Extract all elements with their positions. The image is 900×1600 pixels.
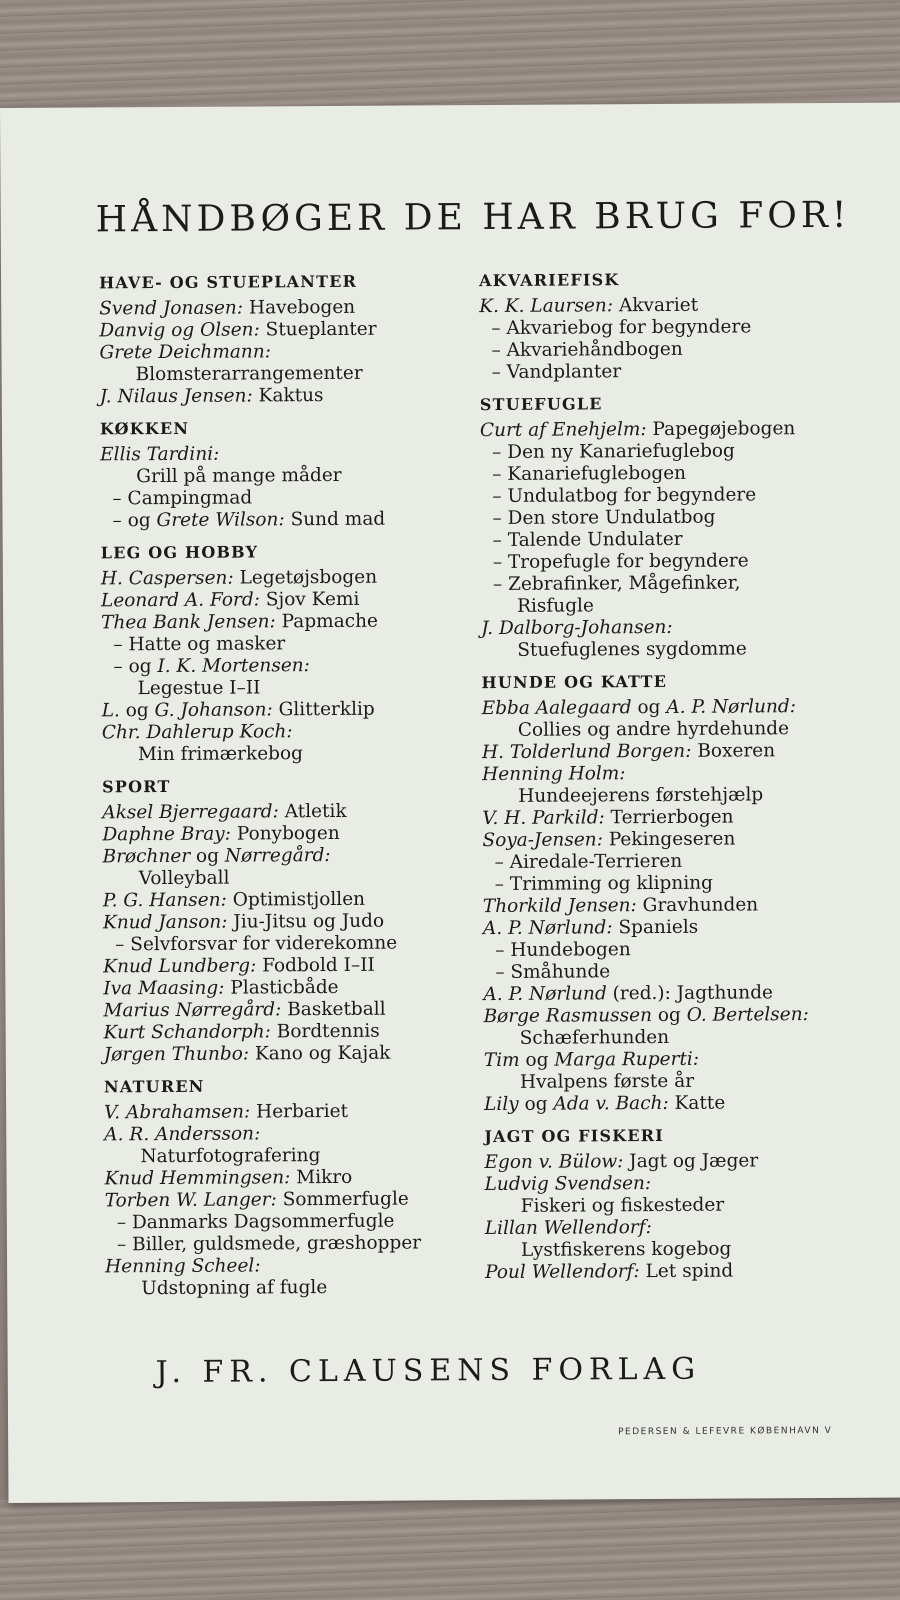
book-entry	[99, 296, 459, 320]
author-name: Chr. Dahlerup Koch:	[101, 721, 293, 744]
book-title: – Akvariebog for begyndere	[491, 316, 752, 340]
book-title: Sommerfugle	[276, 1188, 409, 1211]
book-entry	[480, 360, 860, 384]
book-entry	[483, 894, 863, 918]
book-entry	[104, 1122, 464, 1146]
book-entry	[100, 508, 460, 532]
author-name: V. Abrahamsen:	[104, 1101, 251, 1124]
book-entry	[482, 696, 862, 720]
book-entry	[103, 866, 463, 890]
author-name: G. Johanson:	[154, 699, 273, 722]
book-title: Hvalpens første år	[519, 1070, 695, 1093]
book-title: Akvariet	[612, 294, 699, 317]
book-entry	[99, 318, 459, 342]
book-title: – Airedale-Terrieren	[494, 850, 683, 873]
book-title: Risfugle	[516, 595, 594, 617]
book-title: – Hundebogen	[495, 939, 631, 961]
author-name: L.	[101, 700, 120, 722]
book-entry	[481, 528, 861, 552]
author-name: Aksel Bjerregaard:	[102, 801, 279, 824]
book-section	[104, 1074, 465, 1300]
book-section	[479, 268, 860, 384]
author-name: V. H. Parkild:	[482, 807, 605, 830]
book-title: – Talende Undulater	[492, 528, 683, 551]
book-title: Gravhunden	[636, 894, 759, 917]
book-entry	[103, 910, 463, 934]
book-title: Boxeren	[691, 740, 776, 762]
book-entry	[101, 654, 461, 678]
book-title: Jagt og Jæger	[623, 1150, 759, 1173]
book-title: Terrierbogen	[604, 806, 734, 829]
book-title: Plasticbåde	[224, 976, 339, 999]
book-entry	[100, 464, 460, 488]
section-title: HUNDE OG KATTE	[481, 671, 668, 693]
book-section	[481, 670, 864, 1116]
author-name: Henning Holm:	[482, 763, 626, 786]
book-title: – Campingmad	[112, 487, 253, 510]
book-entry	[103, 888, 463, 912]
author-name: O. Bertelsen:	[686, 1004, 809, 1026]
section-title: HAVE- OG STUEPLANTER	[99, 271, 358, 293]
author-name: Thorkild Jensen:	[482, 895, 637, 918]
author-name: J. Dalborg-Johansen:	[481, 616, 673, 640]
book-title: Optimistjollen	[226, 888, 366, 911]
book-entry	[479, 316, 859, 340]
author-name: H. Caspersen:	[100, 567, 234, 590]
book-entry	[102, 720, 462, 744]
author-conjunction: og	[518, 1093, 554, 1115]
author-conjunction: og	[190, 845, 225, 867]
book-title: – Akvariehåndbogen	[491, 338, 683, 362]
book-entry	[483, 872, 863, 896]
book-title: – Undulatbog for begyndere	[492, 484, 757, 507]
book-entry	[480, 440, 860, 464]
author-name: Børge Rasmussen	[483, 1005, 653, 1028]
author-name: Knud Janson:	[102, 911, 228, 934]
book-section	[480, 392, 862, 662]
author-name: P. G. Hansen:	[102, 889, 227, 912]
book-title: – Vandplanter	[491, 361, 622, 384]
book-entry	[481, 550, 861, 574]
right-column	[479, 268, 865, 1284]
book-entry	[484, 1026, 864, 1050]
book-title: – Danmarks Dagsommerfugle	[116, 1210, 395, 1234]
section-title: KØKKEN	[99, 418, 190, 439]
book-title: – Den store Undulatbog	[492, 506, 716, 529]
author-name: A. P. Nørlund:	[482, 917, 613, 940]
book-title: Fodbold I–II	[256, 954, 375, 977]
book-entry	[102, 742, 462, 766]
book-entry	[485, 1194, 865, 1218]
author-name: Grete Deichmann:	[99, 341, 272, 364]
author-name: K. K. Laursen:	[479, 295, 614, 318]
book-title: Volleyball	[138, 867, 230, 890]
author-name: Lillan Wellendorf:	[484, 1217, 652, 1240]
book-title: Mikro	[290, 1166, 353, 1189]
book-entry	[105, 1210, 465, 1234]
book-entry	[100, 442, 460, 466]
book-title: Blomsterarrangementer	[135, 362, 363, 386]
book-entry	[103, 932, 463, 956]
author-conjunction: og	[119, 700, 155, 722]
book-entry	[483, 850, 863, 874]
book-title: – Småhunde	[495, 961, 611, 983]
book-entry	[480, 418, 860, 442]
author-name: Poul Wellendorf:	[485, 1261, 640, 1284]
book-entry	[482, 740, 862, 764]
book-entry	[103, 976, 463, 1000]
book-title: Basketball	[281, 998, 386, 1021]
book-entry	[102, 698, 462, 722]
book-entry	[104, 1020, 464, 1044]
book-entry	[483, 916, 863, 940]
section-title: SPORT	[102, 776, 171, 797]
author-name: Soya-Jensen:	[482, 829, 603, 852]
book-title: Naturfotografering	[140, 1145, 321, 1168]
book-entry	[101, 632, 461, 656]
author-conjunction: og	[519, 1049, 555, 1071]
book-title: Atletik	[278, 800, 347, 823]
book-title: Papmache	[275, 610, 379, 633]
book-entry	[105, 1254, 465, 1278]
book-back-cover	[0, 103, 900, 1503]
book-title: Bordtennis	[270, 1020, 380, 1043]
book-title: – Zebrafinker, Mågefinker,	[492, 572, 741, 595]
book-title: Sjov Kemi	[259, 588, 360, 611]
book-entry	[485, 1172, 865, 1196]
author-name: Torben W. Langer:	[104, 1189, 277, 1212]
book-entry	[100, 362, 460, 386]
book-title: Schæferhunden	[519, 1026, 670, 1049]
author-name: H. Tolderlund Borgen:	[481, 740, 692, 764]
publisher-name: J. FR. CLAUSENS FORLAG	[155, 1351, 702, 1391]
printer-credit: PEDERSEN & LEFEVRE KØBENHAVN V	[618, 1425, 833, 1438]
book-entry	[485, 1216, 865, 1240]
book-title: Fiskeri og fiskesteder	[520, 1194, 725, 1217]
book-entry	[485, 1260, 865, 1284]
book-entry	[482, 784, 862, 808]
book-entry	[485, 1238, 865, 1262]
author-name: Ebba Aalegaard	[481, 697, 632, 720]
book-entry	[479, 338, 859, 362]
author-name: Kurt Schandorph:	[103, 1021, 271, 1044]
book-title: Spaniels	[612, 916, 699, 939]
book-title: Ponybogen	[230, 822, 340, 845]
book-title: Stueplanter	[259, 318, 377, 341]
book-title: Jiu-Jitsu og Judo	[227, 910, 385, 933]
author-conjunction: og	[651, 1004, 687, 1027]
author-name: Tim	[483, 1049, 520, 1072]
author-name: Ada v. Bach:	[553, 1092, 669, 1115]
book-entry	[484, 1070, 864, 1094]
wooden-background-bottom	[0, 1500, 900, 1600]
book-entry	[103, 954, 463, 978]
book-entry	[101, 610, 461, 634]
author-conjunction: og	[631, 696, 667, 719]
author-name: Svend Jonasen:	[99, 297, 244, 320]
book-title: Grill på mange måder	[136, 464, 342, 488]
author-name: Marga Ruperti:	[554, 1048, 700, 1071]
book-title: Katte	[668, 1092, 726, 1114]
book-title: Legestue I–II	[137, 677, 261, 700]
author-name: Knud Lundberg:	[103, 955, 257, 978]
book-title: Hundeejerens førstehjælp	[518, 784, 764, 807]
author-name: Nørregård:	[224, 844, 331, 867]
book-title: – Tropefugle for begyndere	[492, 550, 749, 573]
author-name: A. R. Andersson:	[104, 1123, 261, 1146]
book-entry	[484, 1150, 864, 1174]
page-headline: HÅNDBØGER DE HAR BRUG FOR!	[95, 194, 851, 241]
book-section	[102, 774, 464, 1066]
book-entry	[101, 676, 461, 700]
book-entry	[481, 616, 861, 640]
book-entry	[102, 800, 462, 824]
book-title: (red.): Jagthunde	[606, 982, 774, 1005]
book-entry	[480, 484, 860, 508]
book-title: Pekingeseren	[602, 828, 736, 851]
book-entry	[104, 1042, 464, 1066]
author-name: Danvig og Olsen:	[99, 319, 260, 342]
book-title: – Kanariefuglebogen	[492, 462, 687, 485]
book-title: Kano og Kajak	[249, 1042, 391, 1065]
book-title: – Selvforsvar for viderekomne	[115, 932, 398, 956]
book-entry	[101, 566, 461, 590]
book-title: Herbariet	[250, 1100, 349, 1123]
book-entry	[103, 844, 463, 868]
author-name: Henning Scheel:	[105, 1255, 261, 1278]
book-section	[100, 416, 461, 532]
book-entry	[484, 1048, 864, 1072]
author-name: I. K. Mortensen:	[157, 655, 310, 678]
book-title: – Biller, guldsmede, græshopper	[116, 1232, 422, 1256]
book-entry	[483, 938, 863, 962]
entry-prefix: – og	[112, 510, 157, 532]
entry-prefix: – og	[113, 656, 158, 678]
book-entry	[479, 294, 859, 318]
book-title: Legetøjsbogen	[233, 566, 378, 589]
author-name: A. P. Nørlund	[483, 983, 607, 1006]
book-title: – Trimming og klipning	[494, 872, 714, 895]
book-section	[101, 540, 462, 766]
section-title: LEG OG HOBBY	[100, 542, 259, 563]
book-title: Havebogen	[242, 296, 356, 319]
author-name: Grete Wilson:	[156, 509, 285, 532]
book-entry	[99, 340, 459, 364]
book-entry	[483, 982, 863, 1006]
author-name: Egon v. Bülow:	[484, 1151, 624, 1174]
book-entry	[481, 572, 861, 596]
book-title: Kaktus	[252, 385, 324, 407]
book-title: Sund mad	[284, 508, 386, 531]
book-title: Collies og andre hyrdehunde	[517, 718, 790, 741]
author-name: Jørgen Thunbo:	[103, 1043, 250, 1066]
author-name: Iva Maasing:	[103, 977, 225, 1000]
book-entry	[105, 1188, 465, 1212]
author-name: Curt af Enehjelm:	[479, 419, 647, 442]
book-entry	[101, 588, 461, 612]
book-entry	[481, 594, 861, 618]
book-title: Min frimærkebog	[137, 743, 304, 766]
book-section	[99, 270, 460, 408]
book-entry	[483, 960, 863, 984]
book-title: – Den ny Kanariefuglebog	[492, 440, 735, 464]
book-entry	[104, 1144, 464, 1168]
author-name: Brøchner	[102, 845, 191, 868]
book-entry	[482, 828, 862, 852]
book-title: Lystfiskerens kogebog	[520, 1238, 732, 1261]
book-entry	[100, 384, 460, 408]
book-entry	[484, 1092, 864, 1116]
book-entry	[103, 998, 463, 1022]
author-name: Ludvig Svendsen:	[484, 1173, 652, 1196]
book-entry	[483, 1004, 863, 1028]
book-entry	[481, 638, 861, 662]
book-entry	[104, 1166, 464, 1190]
book-title: Udstopning af fugle	[141, 1277, 328, 1300]
author-name: Lily	[484, 1093, 519, 1116]
author-name: Ellis Tardini:	[100, 443, 220, 466]
section-title: NATUREN	[103, 1076, 205, 1097]
section-title: JAGT OG FISKERI	[484, 1125, 664, 1147]
book-section	[484, 1124, 865, 1284]
book-entry	[482, 806, 862, 830]
book-entry	[102, 822, 462, 846]
section-title: STUEFUGLE	[479, 394, 603, 415]
book-entry	[105, 1276, 465, 1300]
book-entry	[480, 506, 860, 530]
section-title: AKVARIEFISK	[479, 270, 620, 291]
author-name: A. P. Nørlund:	[666, 696, 797, 718]
book-entry	[104, 1100, 464, 1124]
author-name: Knud Hemmingsen:	[104, 1167, 291, 1190]
author-name: Leonard A. Ford:	[100, 589, 260, 612]
left-column	[99, 270, 465, 1300]
author-name: Daphne Bray:	[102, 823, 232, 846]
book-title: Let spind	[639, 1260, 734, 1283]
book-entry	[480, 462, 860, 486]
author-name: Thea Bank Jensen:	[101, 611, 276, 634]
book-entry	[482, 762, 862, 786]
book-entry	[105, 1232, 465, 1256]
author-name: J. Nilaus Jensen:	[99, 385, 253, 408]
book-title: – Hatte og masker	[113, 633, 286, 656]
book-title: Stuefuglenes sygdomme	[517, 638, 747, 661]
book-entry	[482, 718, 862, 742]
book-entry	[100, 486, 460, 510]
book-title: Papegøjebogen	[646, 418, 796, 441]
author-name: Marius Nørregård:	[103, 999, 282, 1022]
book-title: Glitterklip	[272, 698, 375, 721]
